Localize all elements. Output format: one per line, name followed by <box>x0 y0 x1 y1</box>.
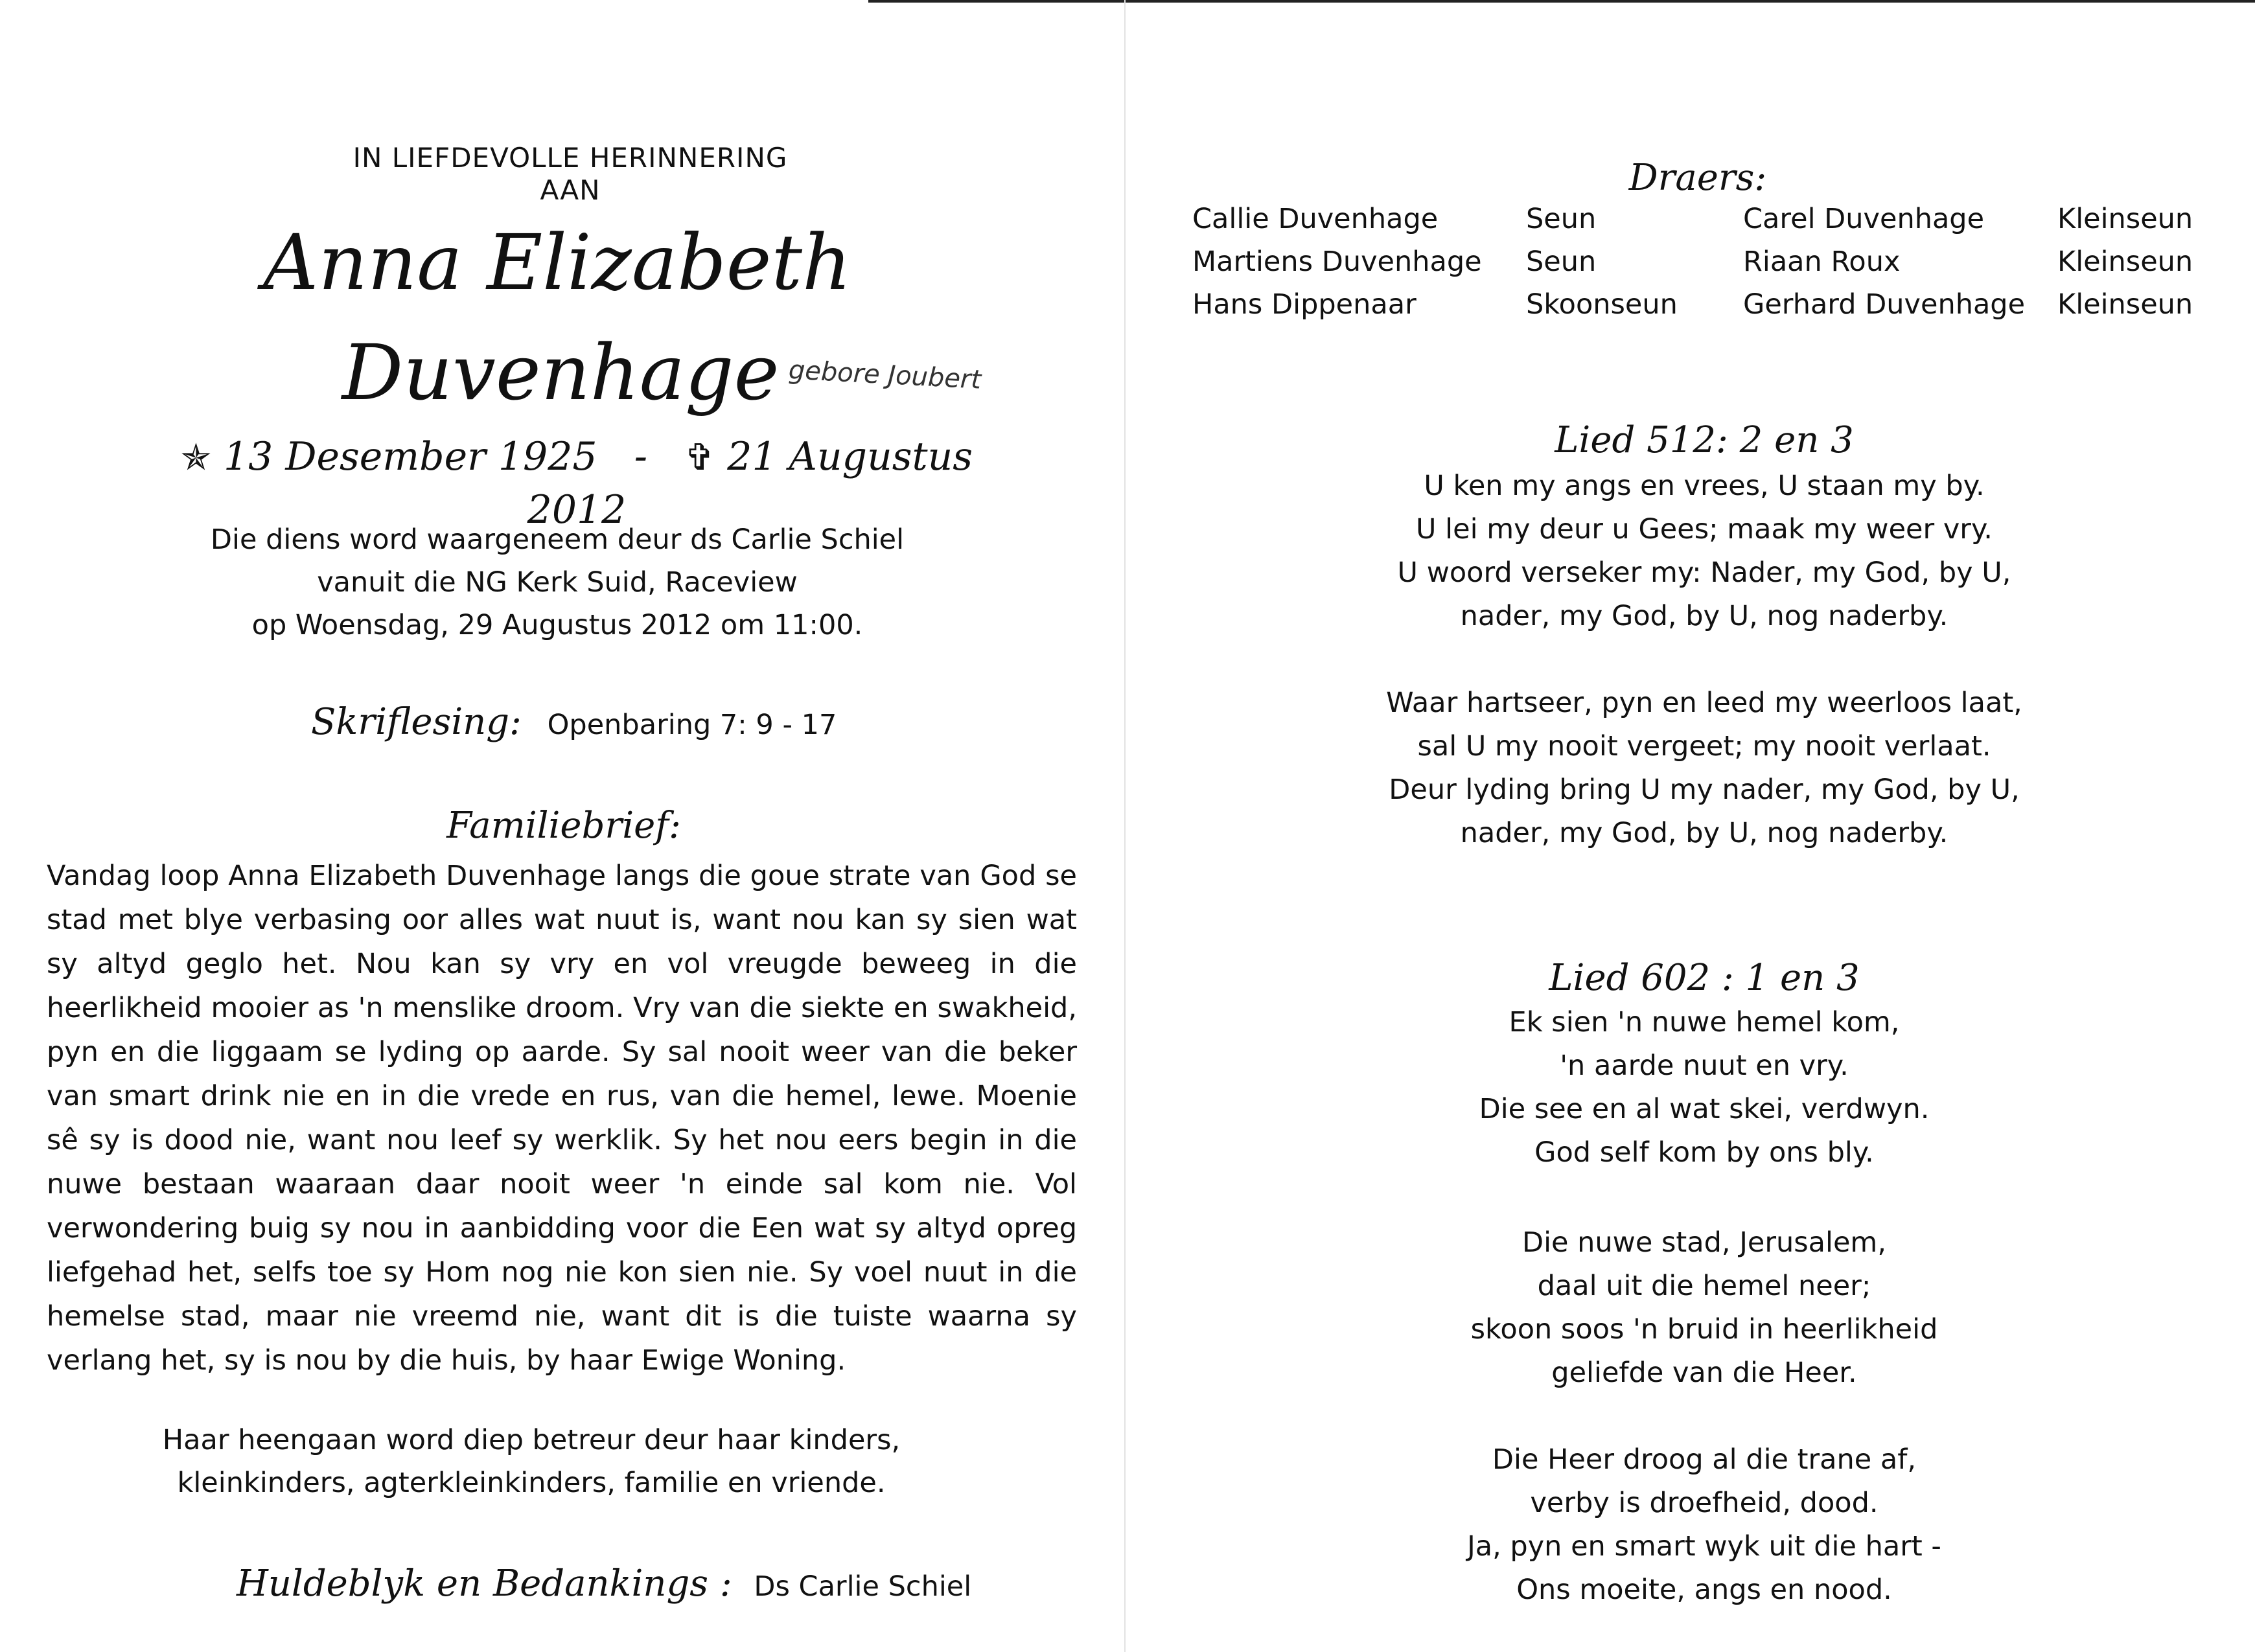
service-details <box>175 518 940 647</box>
tribute-label: Huldeblyk en Bedankings : <box>237 1563 732 1605</box>
memorial-heading: IN LIEFDEVOLLE HERINNERING <box>353 142 788 174</box>
hymn-line: daal uit die hemel neer; <box>1537 1270 1871 1302</box>
hymn-line: sal U my nooit vergeet; my nooit verlaat. <box>1417 730 1991 763</box>
hymn-line: Die see en al wat skei, verdwyn. <box>1479 1093 1930 1125</box>
hymn-line: Deur lyding bring U my nader, my God, by U, <box>1389 774 2020 806</box>
hymn-512-title: Lied 512: 2 en 3 <box>1555 419 1854 461</box>
hymn-line: verby is droefheid, dood. <box>1530 1487 1879 1519</box>
service-line: op Woensdag, 29 Augustus 2012 om 11:00. <box>251 609 863 641</box>
hymn-line: 'n aarde nuut en vry. <box>1560 1050 1849 1082</box>
hymn-line: Ek sien 'n nuwe hemel kom, <box>1509 1006 1900 1038</box>
bearer-name: Gerhard Duvenhage <box>1743 288 2026 321</box>
scripture-reference: Openbaring 7: 9 - 17 <box>547 709 837 741</box>
memorial-heading-aan: AAN <box>540 174 601 206</box>
bearer-row <box>1192 198 2203 240</box>
scripture-label: Skriflesing: <box>311 701 522 743</box>
tribute-speaker: Ds Carlie Schiel <box>754 1570 972 1603</box>
tribute-and-thanks <box>237 1561 1079 1609</box>
handwritten-maiden-name: gebore Joubert <box>787 355 982 395</box>
hymn-line: U ken my angs en vrees, U staan my by. <box>1424 470 1985 502</box>
bearer-relation: Seun <box>1526 246 1597 278</box>
deceased-surname: Duvenhage <box>341 328 780 417</box>
bearer-name: Carel Duvenhage <box>1743 203 1985 235</box>
bearers-title: Draers: <box>1628 157 1767 199</box>
bearer-relation: Kleinseun <box>2057 246 2193 278</box>
hymn-512-verse-2 <box>1296 682 2112 855</box>
bearer-row <box>1192 283 2203 326</box>
hymn-line: God self kom by ons bly. <box>1534 1136 1874 1169</box>
death-date: 21 Augustus 2012 <box>527 434 973 533</box>
bearer-relation: Kleinseun <box>2057 288 2193 321</box>
bearer-name: Riaan Roux <box>1743 246 1901 278</box>
bearer-relation: Seun <box>1526 203 1597 235</box>
bearer-relation: Skoonseun <box>1526 288 1678 321</box>
bearer-name: Martiens Duvenhage <box>1192 246 1482 278</box>
hymn-line: nader, my God, by U, nog naderby. <box>1460 600 1949 632</box>
hymn-line: Die nuwe stad, Jerusalem, <box>1521 1226 1886 1259</box>
date-separator: - <box>634 434 648 479</box>
deceased-first-names: Anna Elizabeth <box>263 218 851 307</box>
hymn-line: Ja, pyn en smart wyk uit die hart - <box>1467 1530 1941 1563</box>
hymn-line: Waar hartseer, pyn en leed my weerloos laat, <box>1386 687 2022 719</box>
birth-star-icon: ✯ <box>180 437 211 479</box>
hymn-602-verse-3 <box>1296 1438 2112 1612</box>
scan-top-edge <box>868 0 2255 3</box>
service-line: Die diens word waargeneem deur ds Carlie Schiel <box>210 523 905 556</box>
hymn-line: Ons moeite, angs en nood. <box>1516 1574 1892 1606</box>
death-cross-icon: ✞ <box>684 437 715 479</box>
bearer-relation: Kleinseun <box>2057 203 2193 235</box>
bearer-row <box>1192 240 2203 283</box>
hymn-line: U lei my deur u Gees; maak my weer vry. <box>1416 513 1993 545</box>
service-line: vanuit die NG Kerk Suid, Raceview <box>317 566 798 599</box>
hymn-line: U woord verseker my: Nader, my God, by U, <box>1397 556 2011 589</box>
mourners-line: Haar heengaan word diep betreur deur haar kinders, <box>162 1424 901 1456</box>
hymn-602-verse-1 <box>1296 1001 2112 1175</box>
mourners-line: kleinkinders, agterkleinkinders, familie en vriende. <box>177 1467 886 1499</box>
hymn-line: Die Heer droog al die trane af, <box>1492 1443 1917 1476</box>
scripture-reading <box>311 700 1024 748</box>
hymn-602-title: Lied 602 : 1 en 3 <box>1549 957 1860 999</box>
page-fold <box>1124 0 1126 1652</box>
family-letter-body: Vandag loop Anna Elizabeth Duvenhage langs die goue strate van God se stad met blye verbasing oor alles wat nuut is, want nou kan sy sien wat sy altyd geglo het. Nou kan sy vry en vol vreugde beweeg in die heerlikheid mooier as 'n menslike droom. Vry van die siekte en swakheid, pyn en die liggaam se lyding op aarde. Sy sal nooit weer van die beker van smart drink nie en in die vrede en rus, van die hemel, lewe. Moenie sê sy is dood nie, want nou leef sy werklik. Sy het nou eers begin in die nuwe bestaan waaraan daar nooit weer 'n einde sal kom nie. Vol verwondering buig sy nou in aanbidding voor die Een wat sy altyd opreg liefgehad het, selfs toe sy Hom nog nie kon sien nie. Sy voel nuut in die hemelse stad, maar nie vreemd nie, want dit is die tuiste waarna sy verlang het, sy is nou by die huis, by haar Ewige Woning. <box>47 860 1077 1377</box>
bearer-name: Callie Duvenhage <box>1192 203 1439 235</box>
hymn-line: skoon soos 'n bruid in heerlikheid <box>1470 1313 1938 1346</box>
hymn-line: nader, my God, by U, nog naderby. <box>1460 817 1949 849</box>
hymn-line: geliefde van die Heer. <box>1551 1357 1857 1389</box>
family-letter-title: Familiebrief: <box>446 805 681 847</box>
mourners-statement <box>117 1419 946 1504</box>
hymn-512-verse-1 <box>1296 465 2112 638</box>
bearer-name: Hans Dippenaar <box>1192 288 1417 321</box>
birth-date: 13 Desember 1925 <box>223 434 597 479</box>
hymn-602-verse-2 <box>1296 1221 2112 1395</box>
